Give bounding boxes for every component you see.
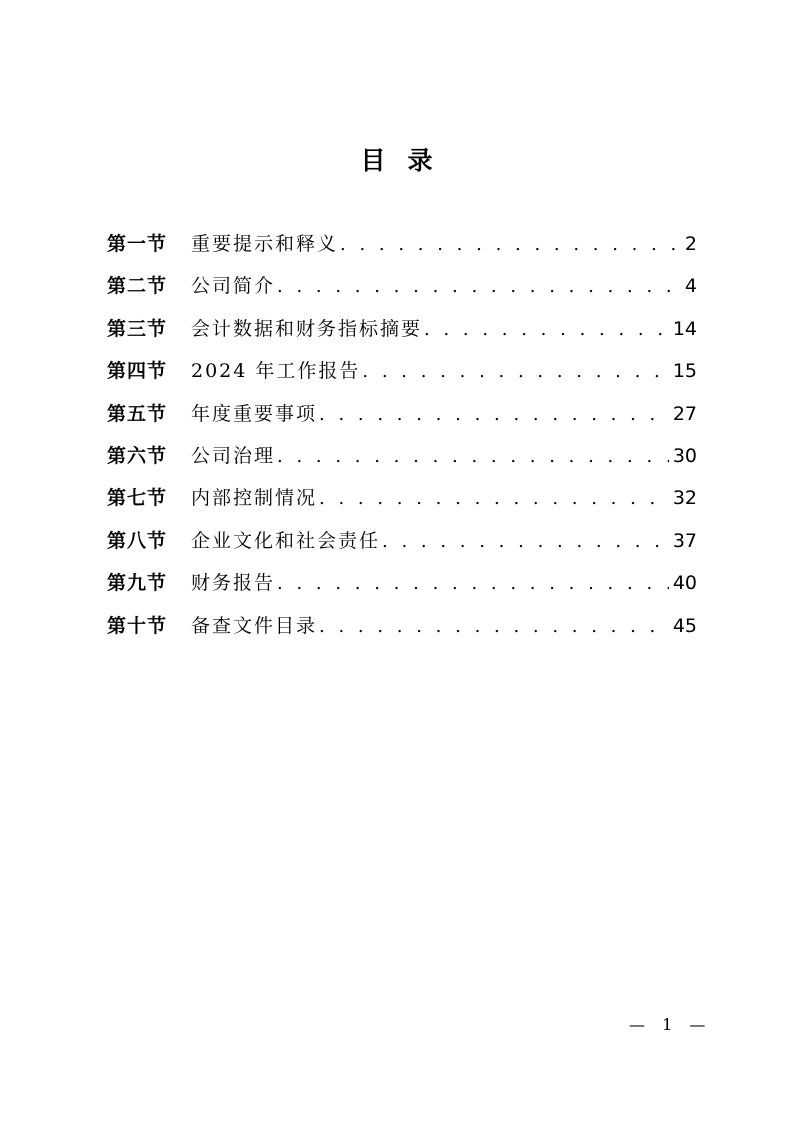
toc-dot-leader (277, 569, 669, 599)
toc-section-title: 公司简介 (191, 275, 276, 298)
page-number-footer: — 1 — (629, 1015, 712, 1034)
toc-section-title: 财务报告 (191, 572, 276, 595)
toc-dot-leader (319, 612, 669, 642)
toc-section-number: 第三节 (107, 317, 168, 340)
toc-dot-leader (277, 272, 679, 302)
toc-section-title: 会计数据和财务指标摘要 (191, 317, 423, 340)
page-title: 目录 (360, 146, 455, 175)
toc-dot-leader (319, 400, 669, 430)
toc-section-number: 第二节 (107, 275, 168, 298)
toc-dot-leader (277, 442, 669, 472)
toc-entry-9[interactable] (107, 568, 697, 610)
toc-entry-2[interactable] (107, 271, 697, 313)
toc-section-title: 内部控制情况 (191, 487, 318, 510)
toc-section-title: 备查文件目录 (191, 614, 318, 637)
toc-page-number: 32 (672, 487, 697, 510)
toc-section-number: 第六节 (107, 444, 168, 467)
toc-entry-7[interactable] (107, 483, 697, 525)
toc-page-number: 30 (672, 444, 697, 467)
toc-section-number: 第八节 (107, 529, 168, 552)
toc-entry-5[interactable] (107, 399, 697, 441)
toc-section-number: 第五节 (107, 402, 168, 425)
toc-entry-10[interactable] (107, 611, 697, 653)
toc-section-number: 第一节 (107, 233, 168, 255)
toc-entry-4[interactable] (107, 356, 697, 398)
toc-page-number: 40 (672, 572, 697, 595)
toc-page-number: 2 (684, 233, 697, 255)
toc-dot-leader (340, 230, 679, 260)
toc-dot-leader (319, 484, 669, 514)
toc-dot-leader (362, 357, 668, 387)
toc-entry-3[interactable] (107, 314, 697, 356)
toc-page-number: 15 (672, 360, 697, 383)
toc-dot-leader (382, 527, 669, 557)
toc-section-number: 第九节 (107, 572, 168, 595)
toc-section-title: 企业文化和社会责任 (191, 529, 381, 552)
toc-page-number: 45 (672, 614, 697, 637)
toc-page-number: 37 (672, 529, 697, 552)
toc-section-title: 重要提示和释义 (191, 233, 339, 255)
table-of-contents (107, 229, 697, 653)
toc-section-number: 第七节 (107, 487, 168, 510)
toc-entry-1[interactable] (107, 229, 697, 271)
toc-page-number: 14 (672, 317, 697, 340)
toc-section-title: 公司治理 (191, 444, 276, 467)
toc-section-number: 第四节 (107, 360, 168, 383)
toc-entry-6[interactable] (107, 441, 697, 483)
toc-dot-leader (424, 315, 669, 345)
toc-section-number: 第十节 (107, 614, 168, 637)
toc-section-title: 2024 年工作报告 (191, 360, 361, 383)
toc-entry-8[interactable] (107, 526, 697, 568)
toc-section-title: 年度重要事项 (191, 402, 318, 425)
toc-page-number: 4 (684, 275, 697, 298)
toc-page-number: 27 (672, 402, 697, 425)
